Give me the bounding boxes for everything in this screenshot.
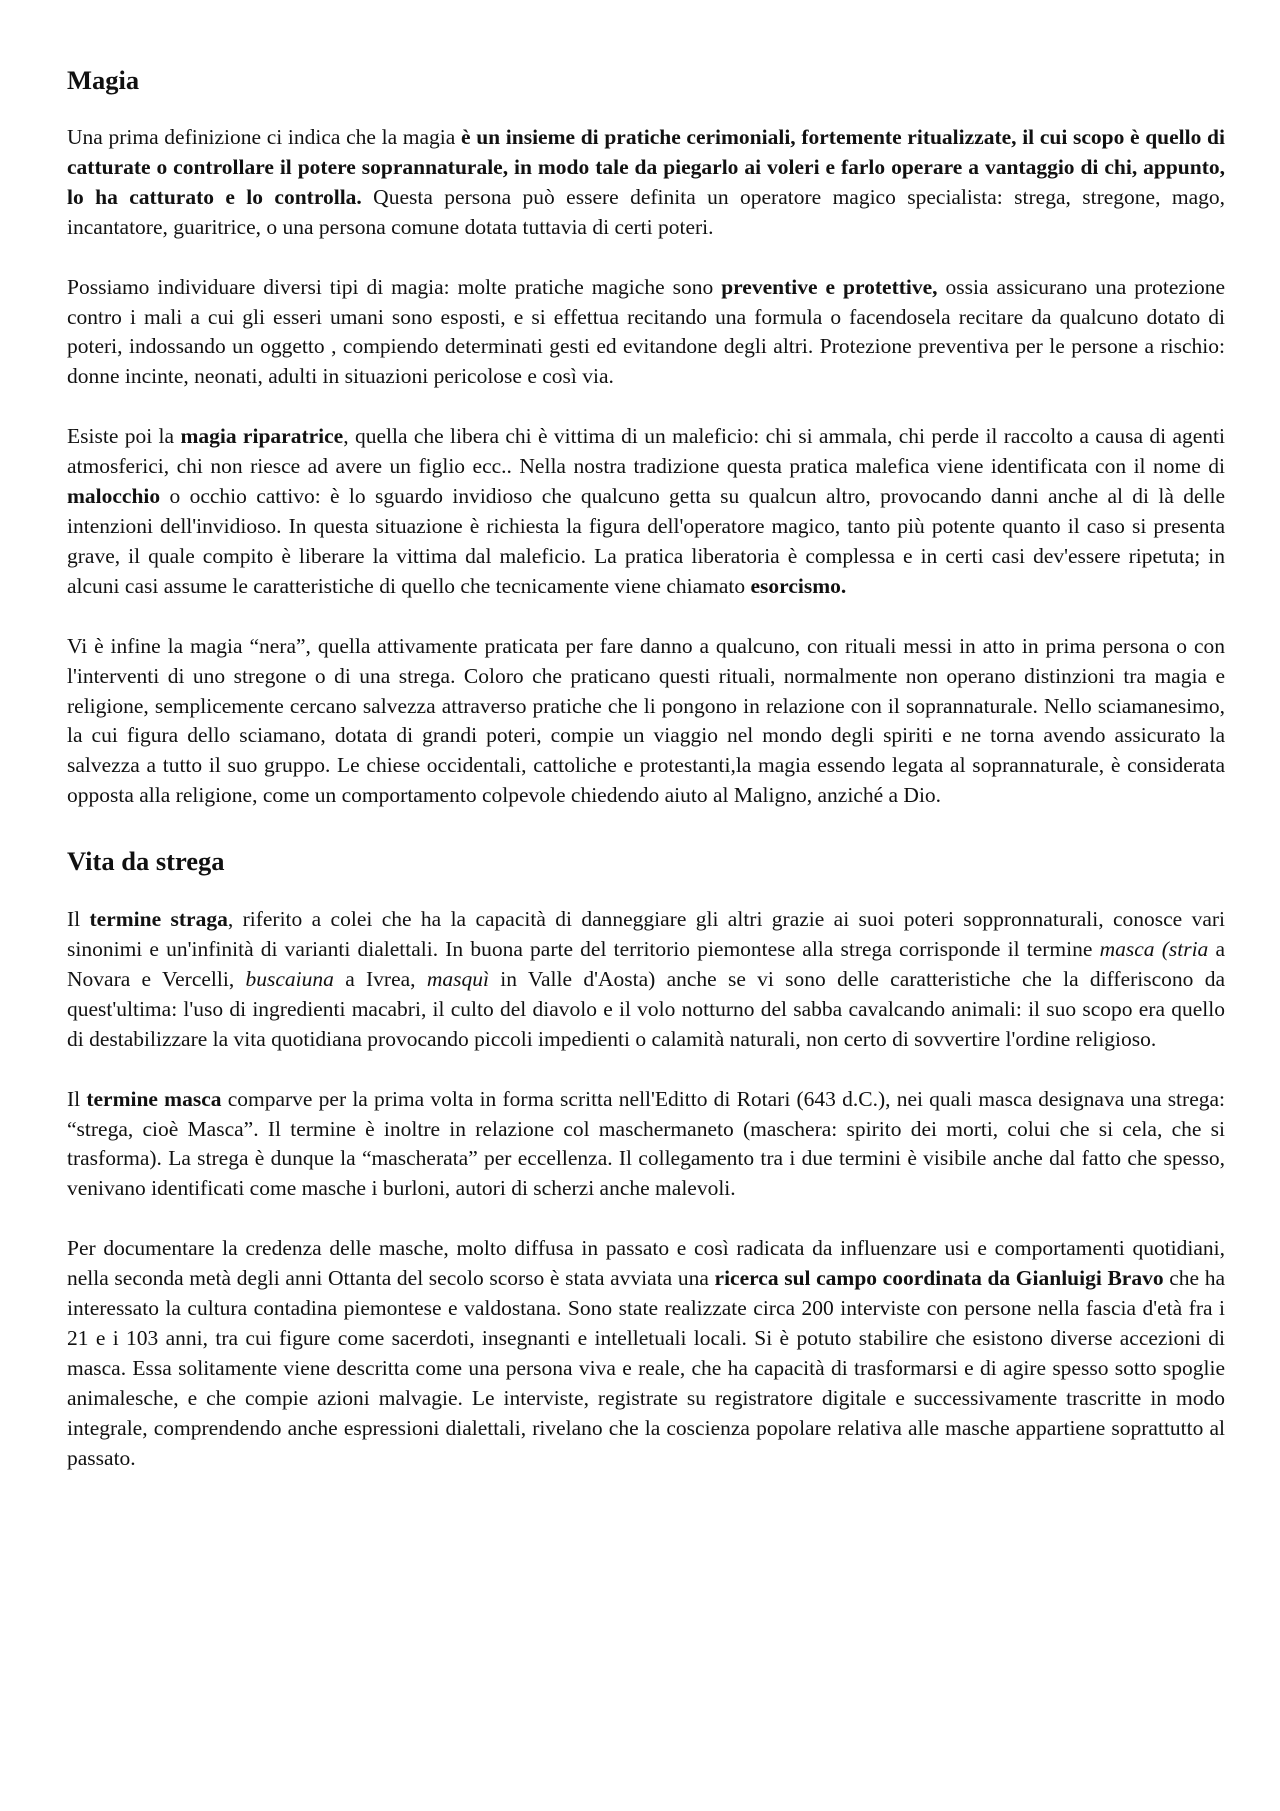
text-run: Vi è infine la magia “nera”, quella attivamente praticata per fare danno a qualcuno, con rituali messi in atto in prima persona o con l'interventi di uno stregone o di una strega. Coloro che praticano questi rituali, normalmente non operano distinzioni tra magia e religione, semplicemente cercano salvezza attraverso pratiche che li pongono in relazione con il soprannaturale. Nello sciamanesimo, la cui figura dello sciamano, dotata di grandi poteri, compie un viaggio nel mondo degli spiriti e ne torna avendo assicurato la salvezza a tutto il suo gruppo. Le chiese occidentali, cattoliche e protestanti,la magia essendo legata al soprannaturale, è considerata opposta alla religione, come un comportamento colpevole chiedendo aiuto al Maligno, anziché a Dio. (67, 633, 1225, 808)
italic-text: buscaiuna (245, 966, 334, 991)
paragraph-term-strega (67, 905, 1225, 1055)
text-run: Per documentare la credenza delle masche, molto diffusa in passato e così radicata da influenzare usi e comportamenti quotidiani, nella seconda metà degli anni Ottanta del secolo scorso è stata avviata una (67, 1236, 1225, 1291)
document-page (67, 60, 1225, 1474)
paragraph-definition (67, 123, 1225, 243)
text-run: , riferito a colei che ha la capacità di danneggiare gli altri grazie ai suoi poteri soppronnaturali, conosce vari sinonimi e un'infinità di varianti dialettali. In buona parte del territorio piemontese alla strega corrisponde il termine (67, 907, 1226, 962)
paragraph-term-masca (67, 1085, 1225, 1205)
text-run: Il (67, 1086, 87, 1111)
text-run: Il (67, 907, 90, 932)
text-run: che ha interessato la cultura contadina piemontese e valdostana. Sono state realizzate circa 200 interviste con persone nella fascia d'età fra i 21 e i 103 anni, tra cui figure come sacerdoti, insegnanti e intelletuali locali. Si è potuto stabilire che esistono diverse accezioni di masca. Essa solitamente viene descritta come una persona viva e reale, che ha capacità di trasformarsi e di agire spesso sotto spoglie animalesche, e che compie azioni malvagie. Le interviste, registrate su registratore digitale e successivamente trascritte in modo integrale, comprendendo anche espressioni dialettali, rivelano che la coscienza popolare relativa alle masche appartiene soprattutto al passato. (67, 1266, 1225, 1470)
heading-vita-da-strega: Vita da strega (67, 846, 225, 877)
paragraph-repairing-magic (67, 422, 1225, 601)
bold-text: magia riparatrice (180, 424, 344, 449)
paragraph-black-magic (67, 632, 1225, 811)
text-run: Questa persona può essere definita un operatore magico specialista: strega, stregone, mago, incantatore, guaritrice, o una persona comune dotata tuttavia di certi poteri. (67, 184, 1225, 239)
paragraph-field-research (67, 1234, 1225, 1473)
heading-magia: Magia (67, 65, 140, 95)
bold-text: preventive e protettive, (721, 274, 938, 299)
bold-text: termine straga (89, 907, 228, 932)
text-run: a Ivrea, (333, 966, 427, 991)
text-run: o occhio cattivo: è lo sguardo invidioso che qualcuno getta su qualcun altro, provocando danni anche al di là delle intenzioni dell'invidioso. In questa situazione è richiesta la figura dell'operatore magico, tanto più potente quanto il caso si presenta grave, il quale compito è liberare la vittima dal maleficio. La pratica liberatoria è complessa e in certi casi dev'essere ripetuta; in alcuni casi assume le caratteristiche di quello che tecnicamente viene chiamato (67, 484, 1225, 598)
bold-text: è un insieme di pratiche cerimoniali, fortemente ritualizzate, il cui scopo è quello di catturate o controllare il potere soprannaturale, in modo tale da piegarlo ai voleri e farlo operare a vantaggio di chi, appunto, lo ha catturato e lo controlla. (67, 125, 1225, 209)
text-run: a Novara e Vercelli, (67, 937, 1226, 991)
text-run: Una prima definizione ci indica che la magia (67, 125, 461, 149)
text-run: ossia assicurano una protezione contro i mali a cui gli esseri umani sono esposti, e si effettua recitando una formula o facendosela recitare da qualcuno dotato di poteri, indossando un oggetto , compiendo determinati gesti ed evitandone degli altri. Protezione preventiva per le persone a rischio: donne incinte, neonati, adulti in situazioni pericolose e così via. (67, 274, 1225, 389)
text-run: Possiamo individuare diversi tipi di magia: molte pratiche magiche sono (67, 274, 722, 299)
bold-text: malocchio (67, 484, 161, 509)
paragraph-types-of-magic (67, 273, 1225, 393)
bold-text: termine masca (86, 1086, 222, 1111)
bold-text: ricerca sul campo coordinata da Gianluigi Bravo (714, 1266, 1164, 1291)
italic-text: masquì (426, 966, 489, 991)
bold-text: esorcismo. (750, 573, 847, 598)
text-run: comparve per la prima volta in forma scritta nell'Editto di Rotari (643 d.C.), nei quali masca designava una strega: “strega, cioè Masca”. Il termine è inoltre in relazione col maschermaneto (maschera: spirito dei morti, colui che si cela, che si trasforma). La strega è dunque la “mascherata” per eccellenza. Il collegamento tra i due termini è visibile anche dal fatto che spesso, venivano identificati come masche i burloni, autori di scherzi anche malevoli. (67, 1086, 1225, 1201)
text-run: , quella che libera chi è vittima di un maleficio: chi si ammala, chi perde il raccolto a causa di agenti atmosferici, chi non riesce ad avere un figlio ecc.. Nella nostra tradizione questa pratica malefica viene identificata con il nome di (67, 424, 1225, 479)
text-run: Esiste poi la (67, 424, 181, 449)
text-run: in Valle d'Aosta) anche se vi sono delle caratteristiche che la differiscono da quest'ultima: l'uso di ingredienti macabri, il culto del diavolo e il volo notturno del sabba cavalcando animali: il suo scopo era quello di destabilizzare la vita quotidiana provocando piccoli impedienti o calamità naturali, non certo di sovvertire l'ordine religioso. (67, 966, 1225, 1051)
italic-text: masca (stria (1099, 937, 1209, 962)
